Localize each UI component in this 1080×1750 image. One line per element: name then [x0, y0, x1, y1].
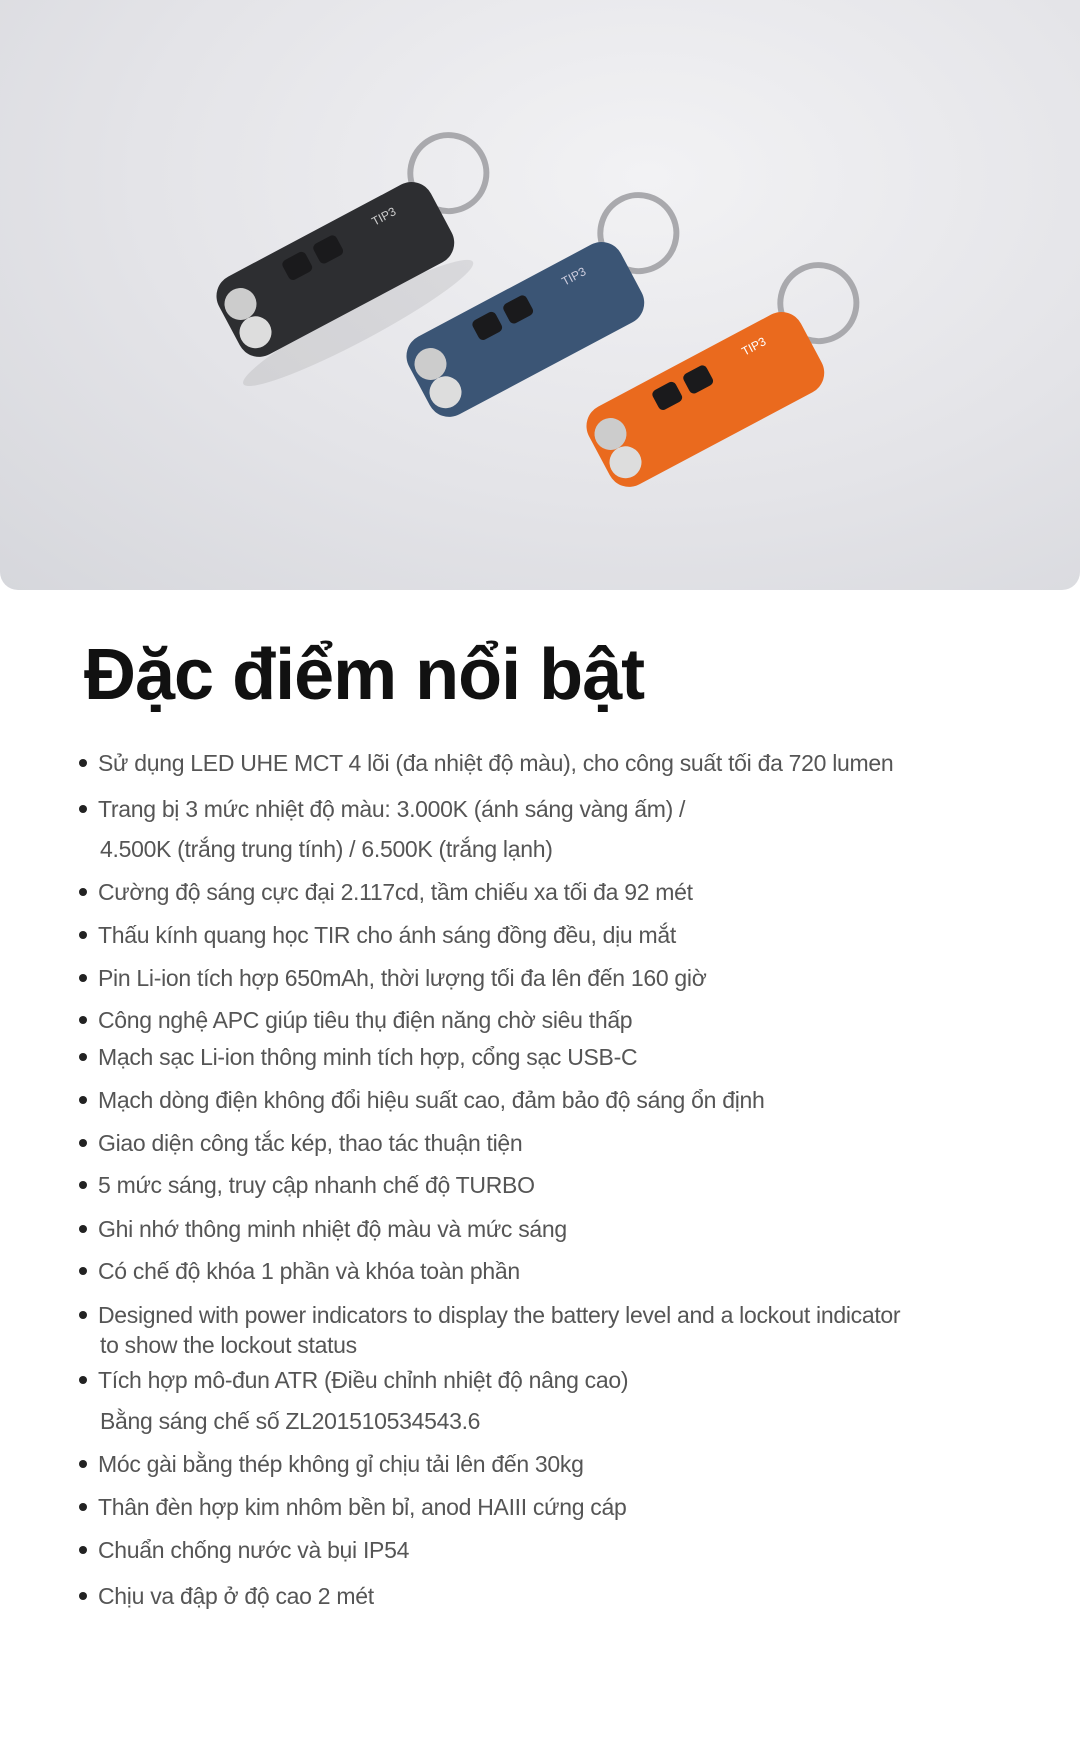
- bullet-icon: [79, 1546, 87, 1554]
- product-image: [0, 0, 1080, 590]
- bullet-icon: [79, 1053, 87, 1061]
- bullet-icon: [79, 931, 87, 939]
- bullet-icon: [79, 805, 87, 813]
- bullet-icon: [79, 888, 87, 896]
- feature-text: Thân đèn hợp kim nhôm bền bỉ, anod HAIII cứng cáp: [98, 1494, 627, 1520]
- feature-text: Cường độ sáng cực đại 2.117cd, tầm chiếu xa tối đa 92 mét: [98, 879, 693, 905]
- feature-item: [98, 794, 685, 824]
- feature-item: [98, 1535, 409, 1565]
- feature-text: Trang bị 3 mức nhiệt độ màu: 3.000K (ánh sáng vàng ấm) /: [98, 796, 686, 822]
- bullet-icon: [79, 1139, 87, 1147]
- feature-item-continuation: to show the lockout status: [100, 1332, 357, 1358]
- feature-item: [98, 1256, 520, 1286]
- feature-text: Giao diện công tắc kép, thao tác thuận tiện: [98, 1130, 523, 1156]
- feature-item: [98, 920, 676, 950]
- bullet-icon: [79, 1225, 87, 1233]
- bullet-icon: [79, 1181, 87, 1189]
- engraving-text: TIP3: [369, 204, 399, 229]
- feature-text: Sử dụng LED UHE MCT 4 lõi (đa nhiệt độ màu), cho công suất tối đa 720 lumen: [98, 750, 894, 776]
- feature-item: [98, 1085, 765, 1115]
- feature-text: Thấu kính quang học TIR cho ánh sáng đồng đều, dịu mắt: [98, 922, 676, 948]
- feature-text: Tích hợp mô-đun ATR (Điều chỉnh nhiệt độ nâng cao): [98, 1367, 629, 1393]
- feature-text: Ghi nhớ thông minh nhiệt độ màu và mức sáng: [98, 1216, 567, 1242]
- feature-item: [98, 1005, 632, 1035]
- feature-item: [98, 1214, 567, 1244]
- engraving-text: TIP3: [559, 264, 589, 289]
- feature-item: [98, 1492, 627, 1522]
- feature-text: Pin Li-ion tích hợp 650mAh, thời lượng tối đa lên đến 160 giờ: [98, 965, 707, 991]
- feature-text: Mạch sạc Li-ion thông minh tích hợp, cổng sạc USB-C: [98, 1044, 638, 1070]
- bullet-icon: [79, 1376, 87, 1384]
- bullet-icon: [79, 1311, 87, 1319]
- feature-item: [98, 1365, 628, 1395]
- bullet-icon: [79, 1503, 87, 1511]
- feature-text: Chuẩn chống nước và bụi IP54: [98, 1537, 410, 1563]
- feature-item: [98, 877, 693, 907]
- feature-text: Công nghệ APC giúp tiêu thụ điện năng chờ siêu thấp: [98, 1007, 633, 1033]
- bullet-icon: [79, 1460, 87, 1468]
- bullet-icon: [79, 759, 87, 767]
- flashlights-illustration: [0, 0, 1080, 590]
- feature-item: [98, 1042, 637, 1072]
- bullet-icon: [79, 1267, 87, 1275]
- bullet-icon: [79, 974, 87, 982]
- feature-item: [98, 1300, 900, 1330]
- feature-item: [98, 1170, 535, 1200]
- feature-text: Chịu va đập ở độ cao 2 mét: [98, 1583, 374, 1609]
- bullet-icon: [79, 1016, 87, 1024]
- feature-item: [98, 1128, 522, 1158]
- feature-text: Mạch dòng điện không đổi hiệu suất cao, đảm bảo độ sáng ổn định: [98, 1087, 765, 1113]
- feature-item: [98, 963, 707, 993]
- feature-text: 5 mức sáng, truy cập nhanh chế độ TURBO: [98, 1172, 535, 1198]
- feature-item: [98, 1449, 584, 1479]
- section-heading: Đặc điểm nổi bật: [84, 635, 645, 715]
- feature-item: [98, 748, 893, 778]
- bullet-icon: [79, 1592, 87, 1600]
- feature-text: Có chế độ khóa 1 phần và khóa toàn phần: [98, 1258, 520, 1284]
- feature-text: Designed with power indicators to display the battery level and a lockout indicator: [98, 1302, 901, 1328]
- bullet-icon: [79, 1096, 87, 1104]
- feature-text: Móc gài bằng thép không gỉ chịu tải lên đến 30kg: [98, 1451, 584, 1477]
- engraving-text: TIP3: [739, 334, 769, 359]
- feature-item: [98, 1581, 374, 1611]
- feature-item-continuation: Bằng sáng chế số ZL201510534543.6: [100, 1408, 481, 1434]
- feature-item-continuation: 4.500K (trắng trung tính) / 6.500K (trắng lạnh): [100, 836, 553, 862]
